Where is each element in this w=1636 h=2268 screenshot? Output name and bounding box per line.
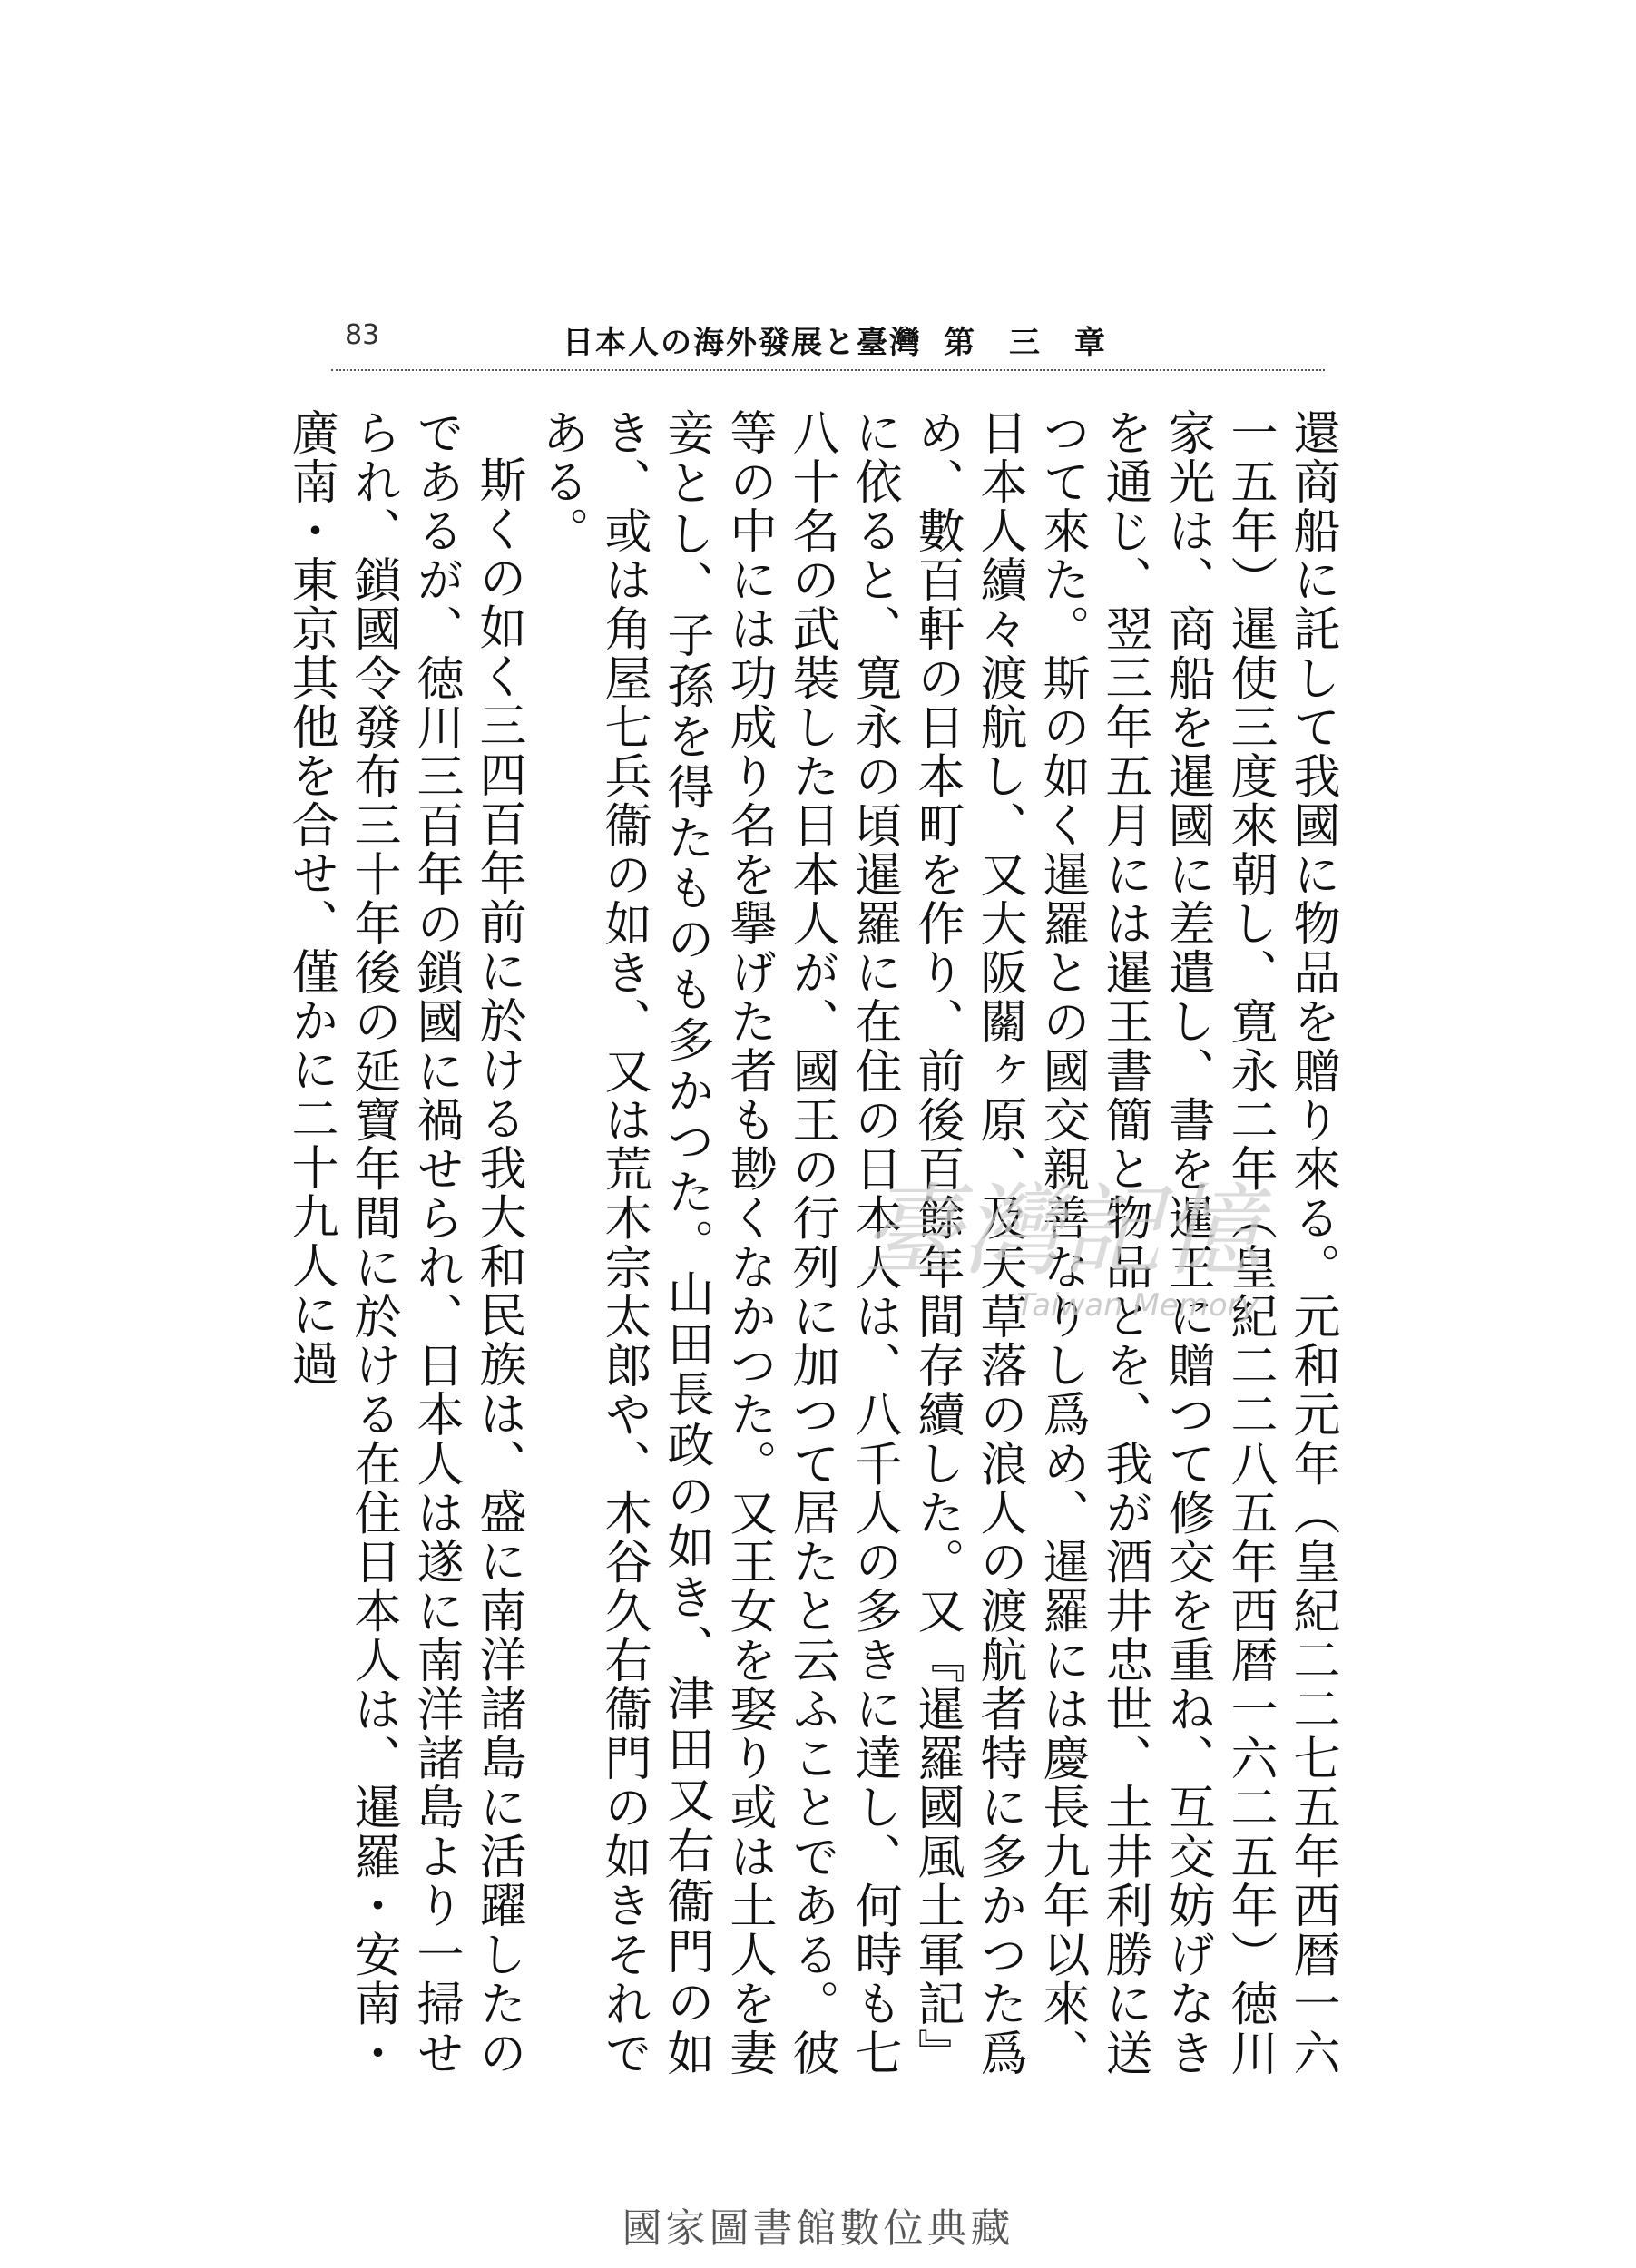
- paragraph: 斯くの如く三四百年前に於ける我大和民族は、盛に南洋諸島に活躍したのであるが、徳川三百年の鎖國に禍せられ、日本人は遂に南洋諸島より一掃せられ、鎖國令發布三十年後の延寶年間に於ける在住日本人は、暹羅・安南・廣南・東京其他を合せ、僅かに二十九人に過: [283, 408, 525, 2078]
- svg-text:臺灣記憶: 臺灣記憶: [862, 1173, 1261, 1289]
- page-number: 83: [345, 319, 380, 351]
- svg-text:Taiwan Memory: Taiwan Memory: [1016, 1287, 1259, 1324]
- header-divider: [331, 369, 1325, 378]
- chapter-title: 日本人の海外發展と臺灣: [563, 325, 922, 361]
- vertical-body-text: [283, 408, 1343, 2078]
- running-header: [563, 318, 1107, 362]
- library-credit: 國家圖書館數位典藏: [622, 2205, 1014, 2252]
- chapter-label: 第 三 章: [944, 325, 1107, 361]
- paragraph: 還商船に託して我國に物品を贈り來る。元和元年（皇紀二二七五年西暦一六一五年）暹使三度來朝し、寛永二年（皇紀二二八五年西暦一六二五年）徳川家光は、商船を暹國に差遣し、書を暹王に贈つて修交を重ね、互交妨げなきを通じ、翌三年五月には暹王書簡と物品とを、我が酒井忠世、土井利勝に送つて來た。斯の如く暹羅との國交親善なりし爲め、暹羅には慶長九年以來、日本人續々渡航し、又大阪關ヶ原、及天草落の浪人の渡航者特に多かつた爲め、數百軒の日本町を作り、前後百餘年間存續した。又『暹羅國風土軍記』に依ると、寛永の頃暹羅に在住の日本人は、八千人の多きに達し、何時も七八十名の武裝した日本人が、國王の行列に加つて居たと云ふことである。彼等の中には功成り名を擧げた者も尠くなかつた。又王女を娶り或は土人を妻妾とし、子孫を得たものも多かつた。山田長政の如き、津田又右衞門の如き、或は角屋七兵衞の如き、又は荒木宗太郎や、木谷久右衞門の如きそれである。: [534, 408, 1339, 2078]
